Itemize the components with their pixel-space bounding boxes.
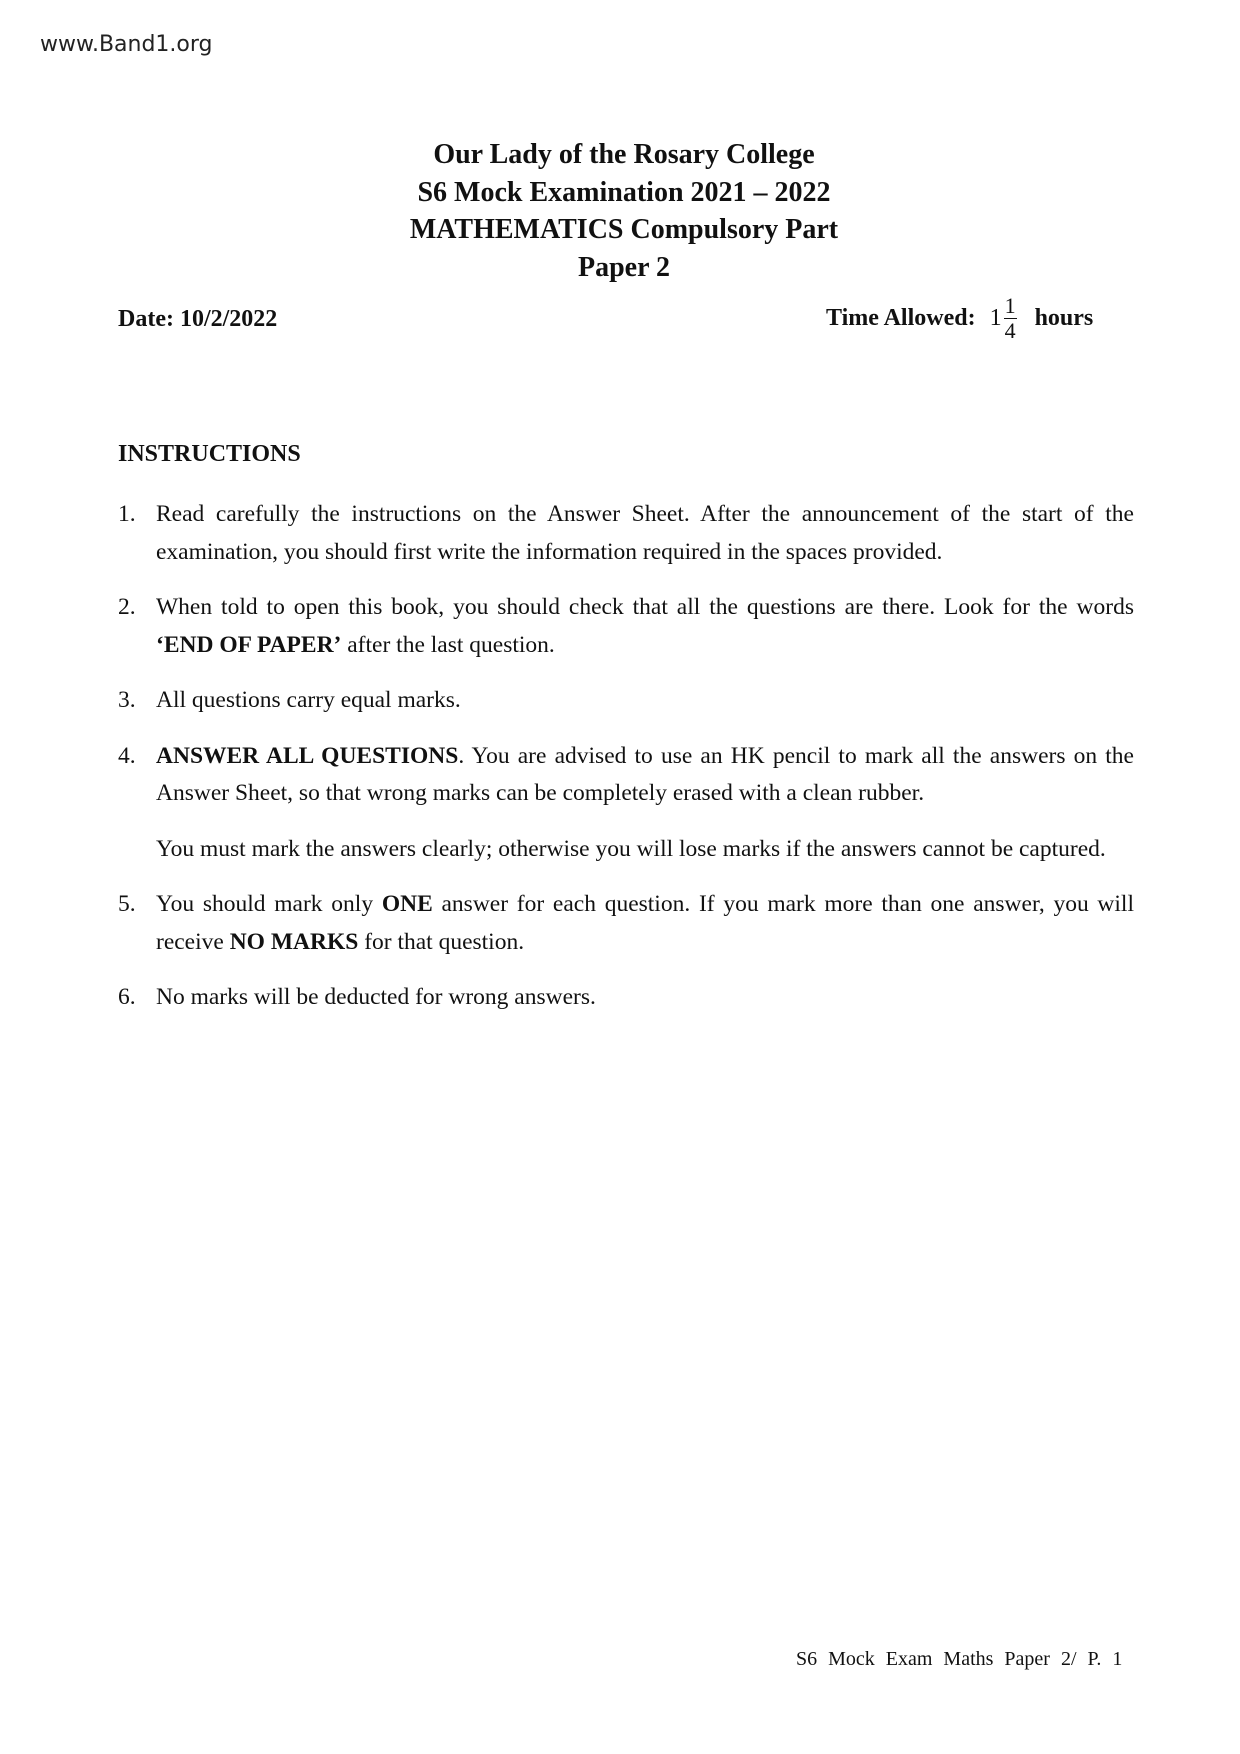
item-text <box>156 886 1134 961</box>
exam-title-block <box>0 136 1240 286</box>
text-run: after the last question. <box>341 631 555 658</box>
item-number: 5. <box>118 891 136 917</box>
emphasis-text: ‘END OF PAPER’ <box>156 631 342 658</box>
time-allowed <box>826 294 1093 343</box>
item-number: 1. <box>118 501 136 527</box>
item-number: 4. <box>118 742 136 769</box>
paper-number: Paper 2 <box>577 251 671 283</box>
page-footer: S6 Mock Exam Maths Paper 2/ P. 1 <box>796 1648 1123 1670</box>
exam-name: S6 Mock Examination 2021 – 2022 <box>417 176 831 208</box>
text-run: When told to open this book, you should check that all the questions are there. Look for the words <box>156 594 1134 620</box>
subject-name: MATHEMATICS Compulsory Part <box>409 214 839 245</box>
fraction-denominator: 4 <box>1004 318 1016 343</box>
emphasis-text: NO MARKS <box>229 928 359 955</box>
emphasis-text: ANSWER ALL QUESTIONS <box>156 742 459 769</box>
school-name: Our Lady of the Rosary College <box>433 139 815 170</box>
item-text: All questions carry equal marks. <box>156 687 461 713</box>
instruction-item <box>118 496 1134 571</box>
instruction-item <box>118 979 1134 1017</box>
time-unit: hours <box>1034 305 1094 331</box>
item-number: 2. <box>118 594 136 620</box>
instruction-item <box>118 682 1134 720</box>
instruction-item <box>118 589 1134 664</box>
date-value: 10/2/2022 <box>179 306 278 332</box>
item-number: 3. <box>118 687 136 713</box>
item-text-continued: You must mark the answers clearly; otherwise you will lose marks if the answers cannot be captured. <box>156 835 1106 862</box>
text-run: answer for each question. If you mark more than one answer, you will receive <box>156 891 1134 955</box>
item-text <box>156 589 1134 664</box>
emphasis-text: ONE <box>381 891 433 917</box>
text-run: for that question. <box>358 928 525 955</box>
time-label: Time Allowed: <box>826 305 976 331</box>
time-whole: 1 <box>989 305 1002 331</box>
item-number: 6. <box>118 984 136 1010</box>
text-run: You should mark only <box>156 891 382 917</box>
instructions-heading: INSTRUCTIONS <box>118 441 301 467</box>
fraction-numerator: 1 <box>1004 293 1016 318</box>
exam-date <box>118 306 277 333</box>
date-label: Date: <box>118 306 174 332</box>
instruction-item <box>118 886 1134 961</box>
time-fraction <box>1004 294 1017 343</box>
watermark-url: www.Band1.org <box>40 32 213 57</box>
instruction-item <box>118 738 1134 869</box>
item-text <box>156 738 1134 813</box>
item-text: Read carefully the instructions on the Answer Sheet. After the announcement of the start of the examination, you should first write the information required in the spaces provided. <box>156 501 1134 565</box>
text-run: . You are advised to use an HK pencil to mark all the answers on the Answer Sheet, so that wrong marks can be completely erased with a clean rubber. <box>156 742 1134 806</box>
item-text: No marks will be deducted for wrong answers. <box>156 984 596 1010</box>
instructions-list <box>118 496 1134 1035</box>
